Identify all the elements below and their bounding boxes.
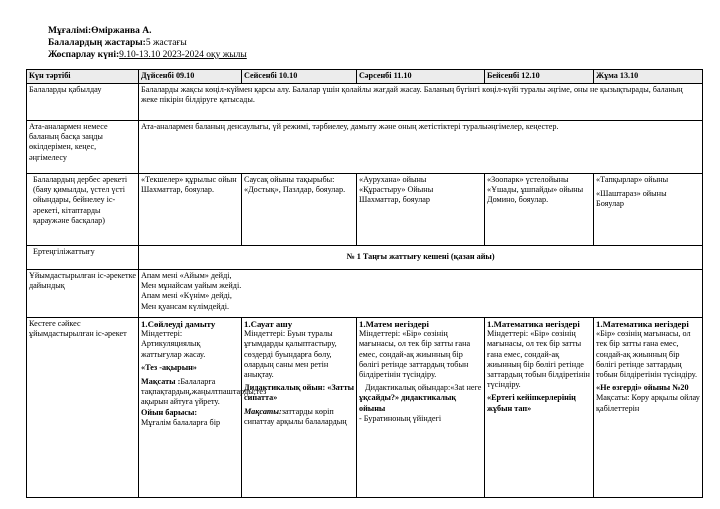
table-row-preparation xyxy=(27,270,703,318)
morning-exercise-text: № 1 Таңғы жаттығу кешені (қазан айы) xyxy=(139,246,703,270)
independent-friday xyxy=(594,174,703,246)
age-line xyxy=(48,37,187,49)
friday-goals: «Бір» сөзінің мағынасы, ол тек бір затты ғана емес, сондай-ақ жиынның бір бөлігі ретінде заттардың тобын білдіретінін түсіндіру. xyxy=(596,329,697,380)
thursday-game-3: Домино, бояулар. xyxy=(487,195,549,205)
column-header-schedule: Күн тәртібі xyxy=(27,70,139,84)
wednesday-goals: Міндеттері: «Бір» сөзінің мағынасы, ол тек бір затты ғана емес, сондай-ақ жиынның бір бөлігі ретінде заттардың тобын білдіретінін түсіндіру. xyxy=(359,329,471,380)
poem-line-4: Мен қуансам күлімдейді. xyxy=(141,301,230,311)
monday-game-2: Шахматтар, бояулар. xyxy=(141,185,215,195)
row-label-preparation: Ұйымдастырылған іс-әрекетке дайындық xyxy=(27,270,139,318)
row-label-independent: Балалардың дербес әрекеті (баяу қимылды, үстел үсті ойындары, бейнелеу іс- әрекеті, кітаптарды қараужәне басқалар) xyxy=(27,174,139,246)
reception-text: Балаларды жақсы көңіл-күймен қарсы алу. Балалар үшін қолайлы жағдай жасау. Баланың бүгінгі көңіл-күйі туралы әңгіме, оны не қызықтырады, баланың жеке пікірін білдіруге қатысады. xyxy=(139,84,703,121)
teacher-line xyxy=(48,25,152,37)
column-header-friday: Жұма 13.10 xyxy=(594,70,703,84)
wednesday-game-b: ұқсайды?» дидактикалық ойыны xyxy=(359,393,457,413)
column-header-monday: Дүйсенбі 09.10 xyxy=(139,70,242,84)
thursday-activity-title: 1.Математика негіздері xyxy=(487,319,580,329)
thursday-game: «Ертегі кейіпкерлерінің жұбын тап» xyxy=(487,393,576,413)
column-header-wednesday: Сәрсенбі 11.10 xyxy=(357,70,485,84)
weekly-plan-table xyxy=(26,69,703,498)
poem-line-3: Апам мені «Күнім» дейді, xyxy=(141,291,232,301)
wednesday-game-a: Дидактикалық ойындар:«Заt неге xyxy=(365,383,482,393)
independent-tuesday xyxy=(242,174,357,246)
monday-aim: Балаларға тақпақтардың,жаңылтпаштарды,тез ақырын айтуға үйрету. xyxy=(141,377,267,407)
independent-monday xyxy=(139,174,242,246)
teacher-name: Өмiржанва А. xyxy=(91,26,152,36)
friday-game-1: «Тапқырлар» ойыны xyxy=(596,175,669,184)
thursday-goals: Міндеттері: «Бір» сөзінің мағынасы, ол тек бір затты ғана емес, сондай-ақ жиынның бір бөлігі ретінде заттардың тобын білдіретінін түсіндіру. xyxy=(487,329,590,390)
independent-thursday xyxy=(485,174,594,246)
teacher-label: Мұғалімі: xyxy=(48,26,92,36)
monday-activity-title: 1.Сөйлеуді дамыту xyxy=(141,319,216,329)
period-value: 9.10-13.10 2023-2024 оқу жылы xyxy=(119,50,247,60)
monday-game-1: «Текшелер» құрылыс ойын xyxy=(141,175,237,184)
wednesday-game-2: «Құрастыру» Ойыны xyxy=(359,185,434,195)
tuesday-activity-title: 1.Сауат ашу xyxy=(244,319,293,329)
tuesday-goals: Міндеттері: Буын туралы ұғымдарды қалыптастыру, сөздерді буындарға бөлу, олардың саны мен ретін анықтау. xyxy=(244,329,337,380)
wednesday-game-1: «Аурухана» ойыны xyxy=(359,175,427,184)
period-label: Жоспарлау күні: xyxy=(48,50,120,60)
monday-aim-label: Мақсаты : xyxy=(141,377,181,387)
thursday-game-2: «Ұшады, ұшпайды» ойыны xyxy=(487,185,584,195)
activity-thursday xyxy=(485,318,594,498)
table-row-independent xyxy=(27,174,703,246)
friday-aim: Мақсаты: Көру арқылы ойлау қабілеттерін xyxy=(596,393,700,413)
poem-line-1: Апам мені «Айым» дейді, xyxy=(141,271,232,280)
monday-goals-label: Міндеттері: xyxy=(141,329,183,339)
row-label-morning-exercise: Ертеңгіліжаттығу xyxy=(27,246,139,270)
activity-friday xyxy=(594,318,703,498)
row-label-reception: Балаларды қабылдау xyxy=(27,84,139,121)
row-label-parents: Ата-аналармен немесе баланың басқа заңды өкілдерімен, кеңес, әңгімелесу xyxy=(27,121,139,174)
friday-activity-title: 1.Математика негіздері xyxy=(596,319,689,329)
row-label-organized-activity: Кестеге сәйкес ұйымдастырылған іс-әрекет xyxy=(27,318,139,498)
poem-line-2: Мен мұнайсам уайым жейді. xyxy=(141,281,242,291)
parents-text: Ата-аналармен баланың денсаулығы, үй режимі, тәрбиелеу, дамыту және оның жетістіктері туралыәңгімелер, кеңестер. xyxy=(139,121,703,174)
tuesday-game: Дидактикалық ойын: «Затты сипатта» xyxy=(244,383,354,403)
tuesday-game-1: Саусақ ойыны тақырыбы: «Достық», Пазлдар, бояулар. xyxy=(244,175,346,195)
thursday-game-1: «Зоопарк» үстелойыны xyxy=(487,175,569,184)
monday-progress: Мұғалім балаларға бір xyxy=(141,417,221,427)
friday-game-2: «Шаштараз» ойыны xyxy=(596,189,667,199)
wednesday-game-3: Шахматтар, бояулар xyxy=(359,195,431,205)
monday-game: «Тез -ақырын» xyxy=(141,362,197,372)
activity-wednesday xyxy=(357,318,485,498)
age-value: 5 жастағы xyxy=(145,38,187,48)
table-row-reception xyxy=(27,84,703,121)
monday-progress-label: Ойын барысы: xyxy=(141,407,198,417)
preparation-poem xyxy=(139,270,703,318)
age-label: Балалардың жастары: xyxy=(48,38,146,48)
friday-game: «Не өзгерді» ойыны №20 xyxy=(596,383,689,393)
activity-monday xyxy=(139,318,267,498)
table-row-organized-activity xyxy=(27,318,703,498)
period-line xyxy=(48,49,247,61)
activity-tuesday xyxy=(242,318,357,498)
column-header-thursday: Бейсенбі 12.10 xyxy=(485,70,594,84)
wednesday-extra: - Буратиноның үйіндегі xyxy=(359,413,442,423)
table-row-parents xyxy=(27,121,703,174)
column-header-tuesday: Сейсенбі 10.10 xyxy=(242,70,357,84)
friday-game-3: Бояулар xyxy=(596,199,624,209)
monday-goals: Артикуляциялық жаттығулар жасау. xyxy=(141,339,206,359)
tuesday-aim: заттарды көріп сипаттау арқылы балалардың xyxy=(244,406,347,426)
tuesday-aim-label: Мақсаты: xyxy=(244,406,282,416)
wednesday-activity-title: 1.Матем негіздері xyxy=(359,319,429,329)
table-header-row xyxy=(27,70,703,84)
independent-wednesday xyxy=(357,174,485,246)
table-row-morning-exercise xyxy=(27,246,703,270)
